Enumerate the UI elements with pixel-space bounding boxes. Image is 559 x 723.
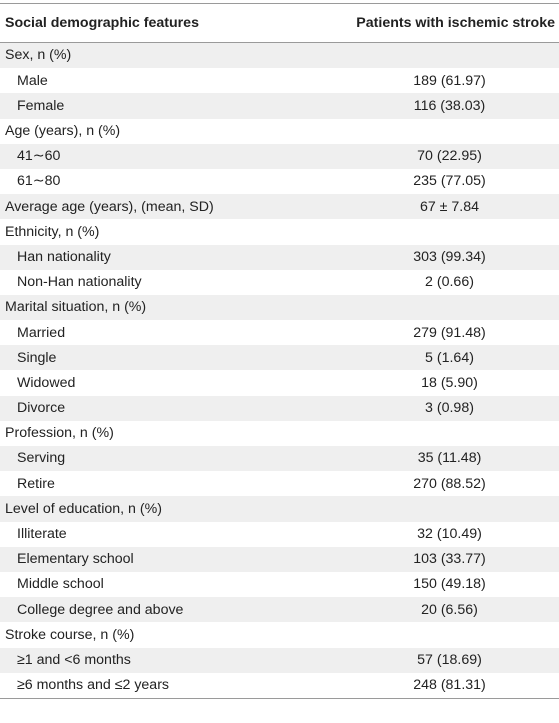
row-value: 303 (99.34) bbox=[413, 248, 486, 265]
row-label: Elementary school bbox=[17, 551, 134, 568]
row-label: Widowed bbox=[17, 374, 76, 391]
table-row bbox=[0, 572, 559, 597]
row-value: 248 (81.31) bbox=[413, 677, 486, 694]
row-value: 57 (18.69) bbox=[417, 651, 482, 668]
bottom-rule bbox=[0, 698, 559, 699]
row-label: Male bbox=[17, 72, 48, 89]
row-value: 2 (0.66) bbox=[425, 274, 474, 291]
row-label: Single bbox=[17, 349, 57, 366]
row-label: Average age (years), (mean, SD) bbox=[5, 198, 214, 215]
row-value: 3 (0.98) bbox=[425, 400, 474, 417]
header-col-patients: Patients with ischemic stroke bbox=[356, 14, 555, 31]
row-label: Retire bbox=[17, 475, 55, 492]
row-label: 61∼80 bbox=[17, 173, 61, 190]
row-value: 150 (49.18) bbox=[413, 576, 486, 593]
row-label: Ethnicity, n (%) bbox=[5, 223, 100, 240]
table-row bbox=[0, 421, 559, 446]
table-row bbox=[0, 370, 559, 395]
row-label: ≥6 months and ≤2 years bbox=[17, 677, 170, 694]
row-label: Sex, n (%) bbox=[5, 47, 72, 64]
row-label: Married bbox=[17, 324, 66, 341]
table-row bbox=[0, 622, 559, 647]
table-row bbox=[0, 93, 559, 118]
row-label: Serving bbox=[17, 450, 66, 467]
row-label: 41∼60 bbox=[17, 148, 61, 165]
row-label: Marital situation, n (%) bbox=[5, 299, 147, 316]
row-label: Profession, n (%) bbox=[5, 425, 114, 442]
table-row bbox=[0, 673, 559, 698]
row-label: Han nationality bbox=[17, 248, 111, 265]
row-value: 70 (22.95) bbox=[417, 148, 482, 165]
table-row bbox=[0, 169, 559, 194]
row-label: Level of education, n (%) bbox=[5, 500, 162, 517]
table-row bbox=[0, 144, 559, 169]
row-value: 103 (33.77) bbox=[413, 551, 486, 568]
row-value: 20 (6.56) bbox=[421, 601, 478, 618]
table-row bbox=[0, 648, 559, 673]
row-value: 18 (5.90) bbox=[421, 374, 478, 391]
table-row bbox=[0, 597, 559, 622]
table-row bbox=[0, 245, 559, 270]
row-label: Female bbox=[17, 97, 65, 114]
table-row bbox=[0, 471, 559, 496]
row-label: ≥1 and <6 months bbox=[17, 651, 131, 668]
row-value: 116 (38.03) bbox=[413, 97, 486, 114]
table-row bbox=[0, 320, 559, 345]
table-row bbox=[0, 270, 559, 295]
row-label: College degree and above bbox=[17, 601, 184, 618]
table-row bbox=[0, 396, 559, 421]
table-row bbox=[0, 119, 559, 144]
row-value: 279 (91.48) bbox=[413, 324, 486, 341]
row-label: Middle school bbox=[17, 576, 104, 593]
row-value: 32 (10.49) bbox=[417, 526, 482, 543]
header-col-features: Social demographic features bbox=[5, 14, 199, 31]
table-row bbox=[0, 345, 559, 370]
table-row bbox=[0, 219, 559, 244]
row-label: Non-Han nationality bbox=[17, 274, 142, 291]
table-row bbox=[0, 43, 559, 68]
table-row bbox=[0, 68, 559, 93]
table-row bbox=[0, 295, 559, 320]
row-label: Age (years), n (%) bbox=[5, 123, 121, 140]
row-value: 5 (1.64) bbox=[425, 349, 474, 366]
row-label: Illiterate bbox=[17, 526, 67, 543]
table-row bbox=[0, 446, 559, 471]
table-row bbox=[0, 496, 559, 521]
row-label: Divorce bbox=[17, 400, 66, 417]
row-label: Stroke course, n (%) bbox=[5, 626, 135, 643]
table-row bbox=[0, 547, 559, 572]
row-value: 189 (61.97) bbox=[413, 72, 486, 89]
row-value: 270 (88.52) bbox=[413, 475, 486, 492]
row-value: 235 (77.05) bbox=[413, 173, 486, 190]
table-row bbox=[0, 522, 559, 547]
table-body bbox=[0, 43, 559, 698]
row-value: 67 ± 7.84 bbox=[419, 198, 480, 215]
row-value: 35 (11.48) bbox=[417, 450, 482, 467]
table-header-row bbox=[0, 4, 559, 42]
table-row bbox=[0, 194, 559, 219]
